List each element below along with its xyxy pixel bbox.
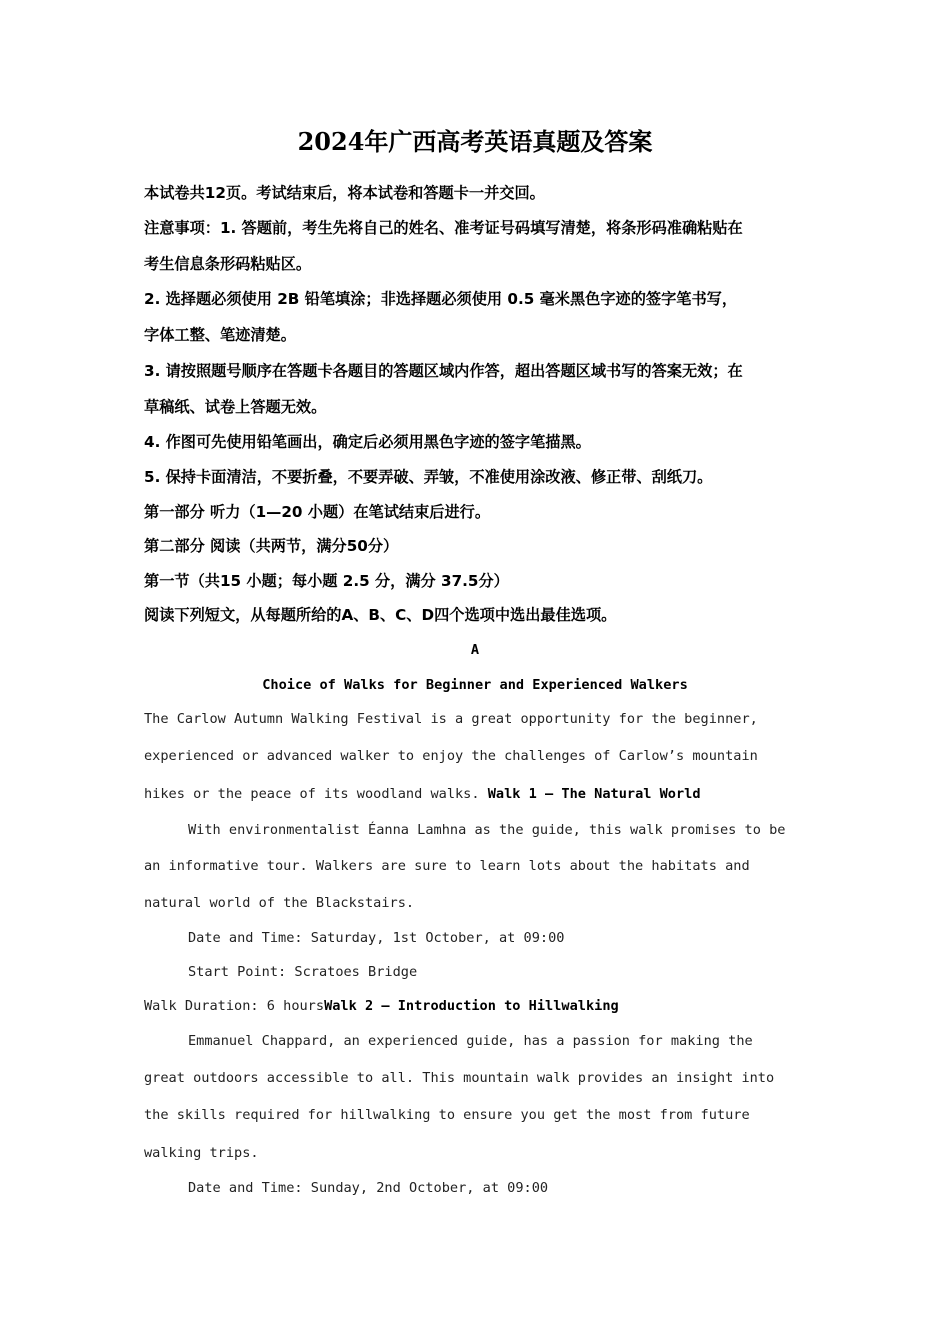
walk-1-line-3: natural world of the Blackstairs. <box>144 895 415 911</box>
note-1a: 注意事项：1. 答题前，考生先将自己的姓名、准考证号码填写清楚，将条形码准确粘贴在 <box>144 219 743 237</box>
instruction: 阅读下列短文，从每题所给的A、B、C、D四个选项中选出最佳选项。 <box>144 606 617 624</box>
para-1-text: hikes or the peace of its woodland walks. <box>144 786 480 802</box>
walk-1-duration-line <box>144 996 619 1016</box>
walk-2-line-4: walking trips. <box>144 1145 259 1161</box>
note-3b: 草稿纸、试卷上答题无效。 <box>144 398 327 416</box>
note-2a: 2. 选择题必须使用 2B 铅笔填涂；非选择题必须使用 0.5 毫米黑色字迹的签字笔书写， <box>144 290 738 308</box>
walk-2-date: Date and Time: Sunday, 2nd October, at 09:00 <box>188 1180 549 1196</box>
walk-2-line-3: the skills required for hillwalking to ensure you get the most from future <box>144 1107 750 1123</box>
walk-1-line-2: an informative tour. Walkers are sure to learn lots about the habitats and <box>144 858 750 874</box>
walk-2-line-1: Emmanuel Chappard, an experienced guide, has a passion for making the <box>188 1033 753 1049</box>
para-1-line-1: The Carlow Autumn Walking Festival is a great opportunity for the beginner, <box>144 711 758 727</box>
walk-1-date: Date and Time: Saturday, 1st October, at 09:00 <box>188 930 565 946</box>
page-title: 2024年广西高考英语真题及答案 <box>297 127 653 156</box>
para-1-line-3 <box>144 784 701 804</box>
walk-1-duration: Walk Duration: 6 hours <box>144 998 325 1014</box>
walk-2-line-2: great outdoors accessible to all. This mountain walk provides an insight into <box>144 1070 775 1086</box>
walk-2-title: Walk 2 — Introduction to Hillwalking <box>324 998 619 1014</box>
note-2b: 字体工整、笔迹清楚。 <box>144 326 296 344</box>
part-1: 第一部分 听力（1—20 小题）在笔试结束后进行。 <box>144 503 491 521</box>
para-1-line-2: experienced or advanced walker to enjoy the challenges of Carlow’s mountain <box>144 748 758 764</box>
note-5: 5. 保持卡面清洁，不要折叠，不要弄破、弄皱，不准使用涂改液、修正带、刮纸刀。 <box>144 468 713 486</box>
intro-line: 本试卷共12页。考试结束后，将本试卷和答题卡一并交回。 <box>144 184 545 202</box>
section-1: 第一节（共15 小题；每小题 2.5 分，满分 37.5分） <box>144 572 509 590</box>
part-2: 第二部分 阅读（共两节，满分50分） <box>144 537 399 555</box>
walk-1-title: Walk 1 — The Natural World <box>487 786 701 802</box>
note-4: 4. 作图可先使用铅笔画出，确定后必须用黑色字迹的签字笔描黑。 <box>144 433 591 451</box>
passage-heading: Choice of Walks for Beginner and Experienced Walkers <box>262 677 688 693</box>
passage-letter: A <box>470 642 480 658</box>
note-3a: 3. 请按照题号顺序在答题卡各题目的答题区域内作答，超出答题区域书写的答案无效；在 <box>144 362 743 380</box>
walk-1-start: Start Point: Scratoes Bridge <box>188 964 418 980</box>
note-1b: 考生信息条形码粘贴区。 <box>144 255 312 273</box>
walk-1-line-1: With environmentalist Éanna Lamhna as the guide, this walk promises to be <box>188 822 786 838</box>
